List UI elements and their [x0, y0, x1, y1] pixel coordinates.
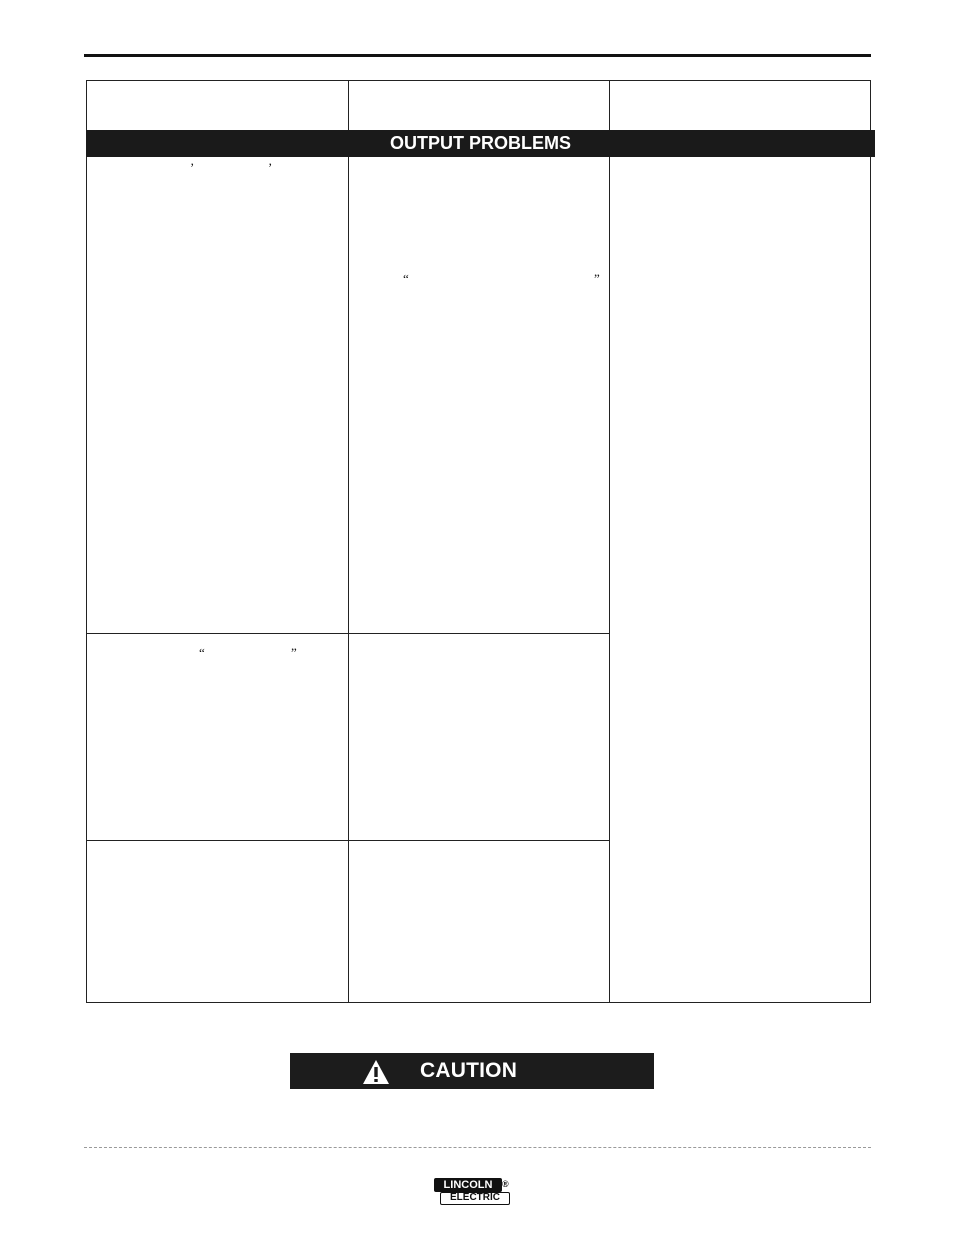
lincoln-electric-logo	[432, 1178, 512, 1208]
top-header-rule	[84, 54, 871, 57]
caution-label: CAUTION	[420, 1059, 518, 1082]
apostrophe-mark: ’	[190, 160, 195, 175]
column-divider-1	[348, 80, 349, 1003]
close-quote-mark: ”	[291, 645, 297, 660]
troubleshooting-table	[86, 80, 871, 1003]
logo-registered-mark: ®	[502, 1179, 509, 1189]
row-divider-1	[86, 633, 609, 634]
warning-triangle-icon	[362, 1059, 390, 1085]
footer-dashed-rule	[84, 1147, 871, 1148]
section-title: OUTPUT PROBLEMS	[389, 133, 571, 153]
caution-banner	[290, 1053, 654, 1089]
open-quote-mark: “	[199, 645, 205, 660]
section-header-bar	[86, 130, 875, 157]
logo-line2: ELECTRIC	[440, 1192, 510, 1205]
open-quote-mark: “	[403, 271, 409, 286]
column-divider-2	[609, 80, 610, 1003]
close-quote-mark: ”	[594, 271, 600, 286]
row-divider-2	[86, 840, 609, 841]
apostrophe-mark: ’	[268, 160, 273, 175]
logo-line1: LINCOLN	[434, 1178, 502, 1192]
